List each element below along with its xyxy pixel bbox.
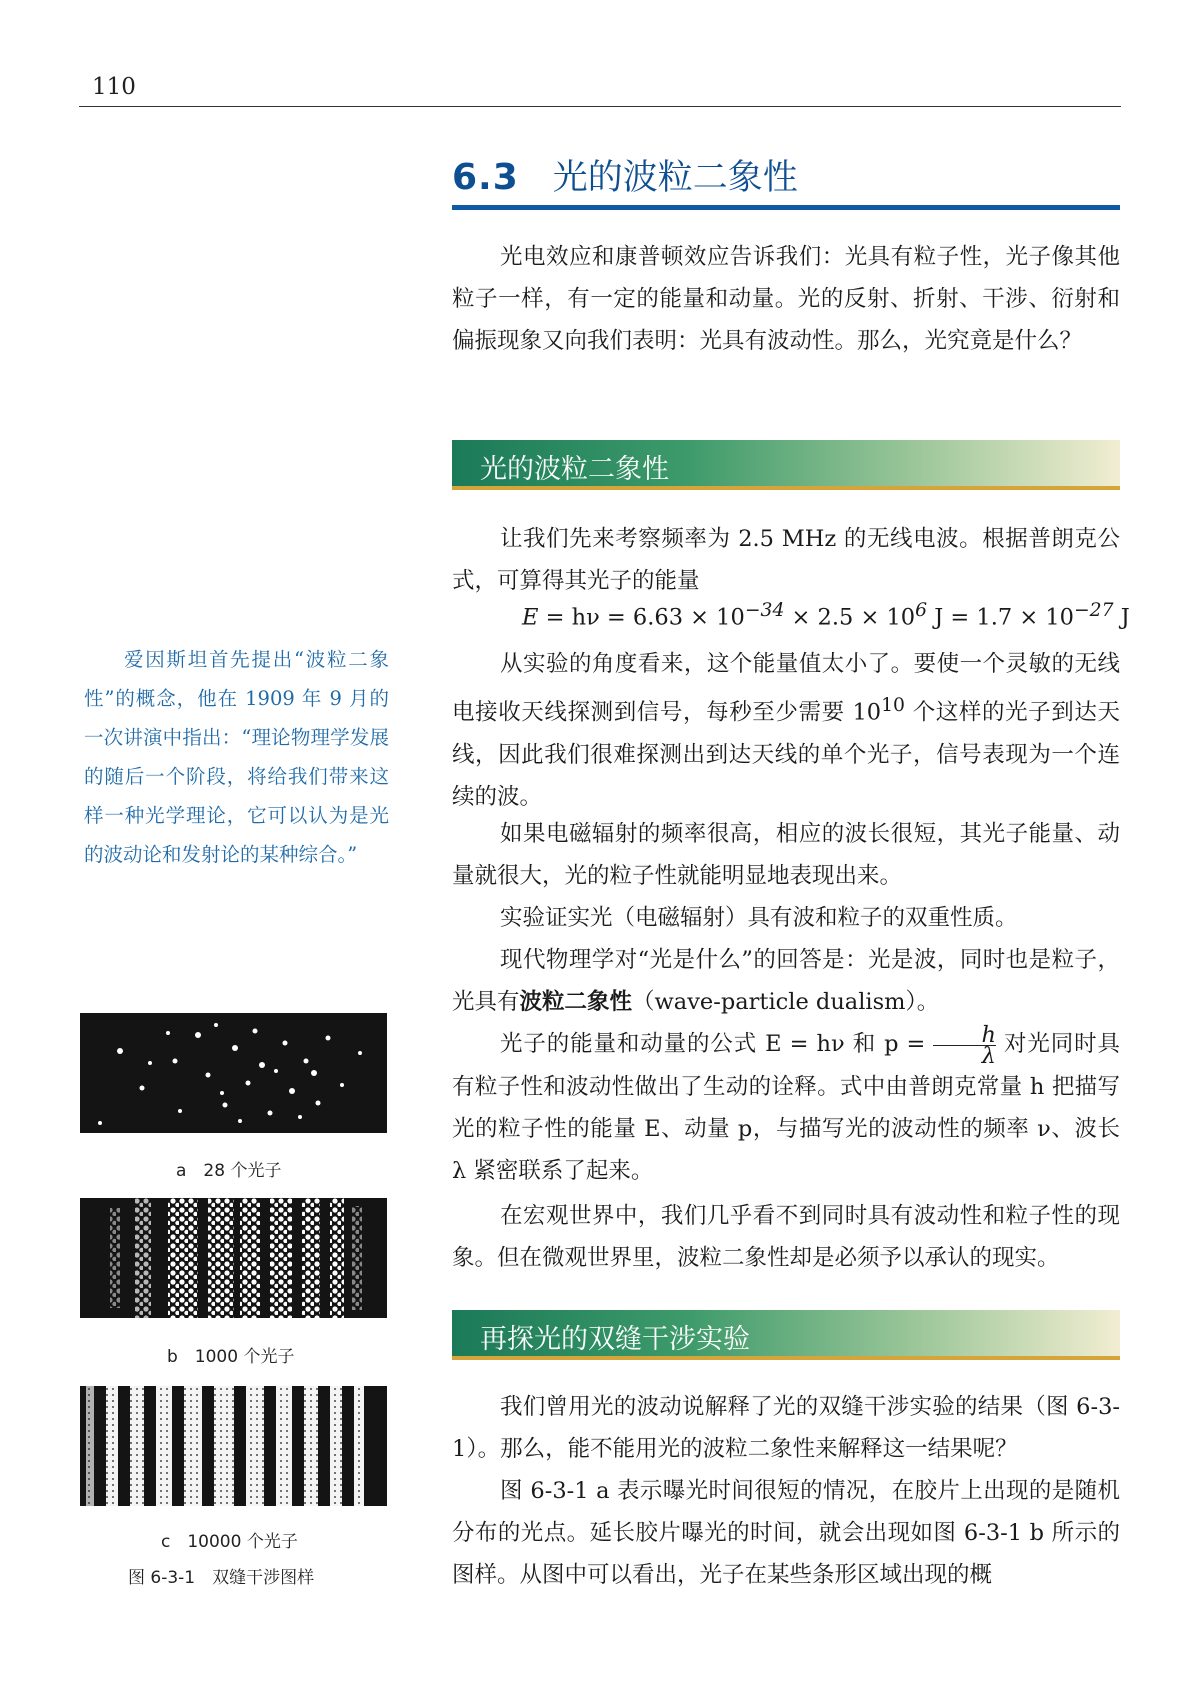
photo-10000-photons: [80, 1386, 387, 1506]
photo-28-photons: [80, 1013, 387, 1133]
page-number: 110: [92, 74, 136, 100]
section-title: 光的波粒二象性: [552, 158, 798, 198]
paragraph-exposure: 图 6-3-1 a 表示曝光时间很短的情况，在胶片上出现的是随机分布的光点。延长胶片曝光的时间，就会出现如图 6-3-1 b 所示的图样。从图中可以看出，光子在某些条形区域出现的概: [452, 1478, 1120, 1588]
section-heading: [452, 150, 798, 200]
caption-a: a 28 个光子: [176, 1161, 282, 1181]
subsection-banner-2: [452, 1310, 1120, 1360]
caption-b: b 1000 个光子: [167, 1347, 295, 1367]
paragraph-formulas: 光子的能量和动量的公式 E = hν 和 p = $\frac{h}{\lambda}$ 对光同时具有粒子性和波动性做出了生动的诠释。式中由普朗克常量 h 把描写光的粒子性的能量 E、动量 p，与描写光的波动性的频率 ν、波长 λ 紧密联系了起来。: [452, 1021, 1120, 1184]
paragraph-modern-physics: 现代物理学对“光是什么”的回答是：光是波，同时也是粒子，光具有波粒二象性（wave-particle dualism）。: [452, 947, 1120, 1015]
photo-1000-photons: [80, 1198, 387, 1318]
caption-c: c 10000 个光子: [161, 1532, 298, 1552]
section-number: 6.3: [452, 157, 519, 198]
subsection-title-1: 光的波粒二象性: [480, 454, 669, 485]
paragraph-high-frequency: 如果电磁辐射的频率很高，相应的波长很短，其光子能量、动量就很大，光的粒子性就能明显地表现出来。: [452, 821, 1120, 889]
paragraph-dual-nature: 实验证实光（电磁辐射）具有波和粒子的双重性质。: [500, 905, 1018, 931]
intro-paragraph: 光电效应和康普顿效应告诉我们：光具有粒子性，光子像其他粒子一样，有一定的能量和动量。光的反射、折射、干涉、衍射和偏振现象又向我们表明：光具有波动性。那么，光究竟是什么？: [452, 244, 1120, 354]
term-wave-particle-duality: 波粒二象性: [519, 989, 633, 1015]
energy-formula: $E = h\nu = 6.63 \times 10^{-34} \times 2.5 \times 10^6$ $J = 1.7 \times 10^{-27}$ J: [522, 600, 1130, 631]
subsection-title-2: 再探光的双缝干涉实验: [480, 1324, 750, 1355]
header-rule: [79, 106, 1121, 107]
section-rule: [452, 205, 1120, 210]
paragraph-double-slit: 我们曾用光的波动说解释了光的双缝干涉实验的结果（图 6-3-1）。那么，能不能用光的波粒二象性来解释这一结果呢？: [452, 1394, 1120, 1462]
subsection-banner-1: [452, 440, 1120, 490]
fraction-h-over-lambda: $\frac{h}{\lambda}$: [933, 1025, 996, 1066]
paragraph-radio-wave: 让我们先来考察频率为 2.5 MHz 的无线电波。根据普朗克公式，可算得其光子的能量: [452, 526, 1120, 594]
figure-title: 图 6-3-1 双缝干涉图样: [128, 1568, 315, 1588]
paragraph-energy-small: 从实验的角度看来，这个能量值太小了。要使一个灵敏的无线电接收天线探测到信号，每秒至少需要 $10^{10}$ 个这样的光子到达天线，因此我们很难探测出到达天线的单个光子，信号表现为一个连续的波。: [452, 651, 1120, 810]
paragraph-macro-micro: 在宏观世界中，我们几乎看不到同时具有波动性和粒子性的现象。但在微观世界里，波粒二象性却是必须予以承认的现实。: [452, 1203, 1120, 1271]
einstein-sidenote: 爱因斯坦首先提出“波粒二象性”的概念，他在 1909 年 9 月的一次讲演中指出：“理论物理学发展的随后一个阶段，将给我们带来这样一种光学理论，它可以认为是光的波动论和发射论的某种综合。”: [84, 648, 389, 866]
